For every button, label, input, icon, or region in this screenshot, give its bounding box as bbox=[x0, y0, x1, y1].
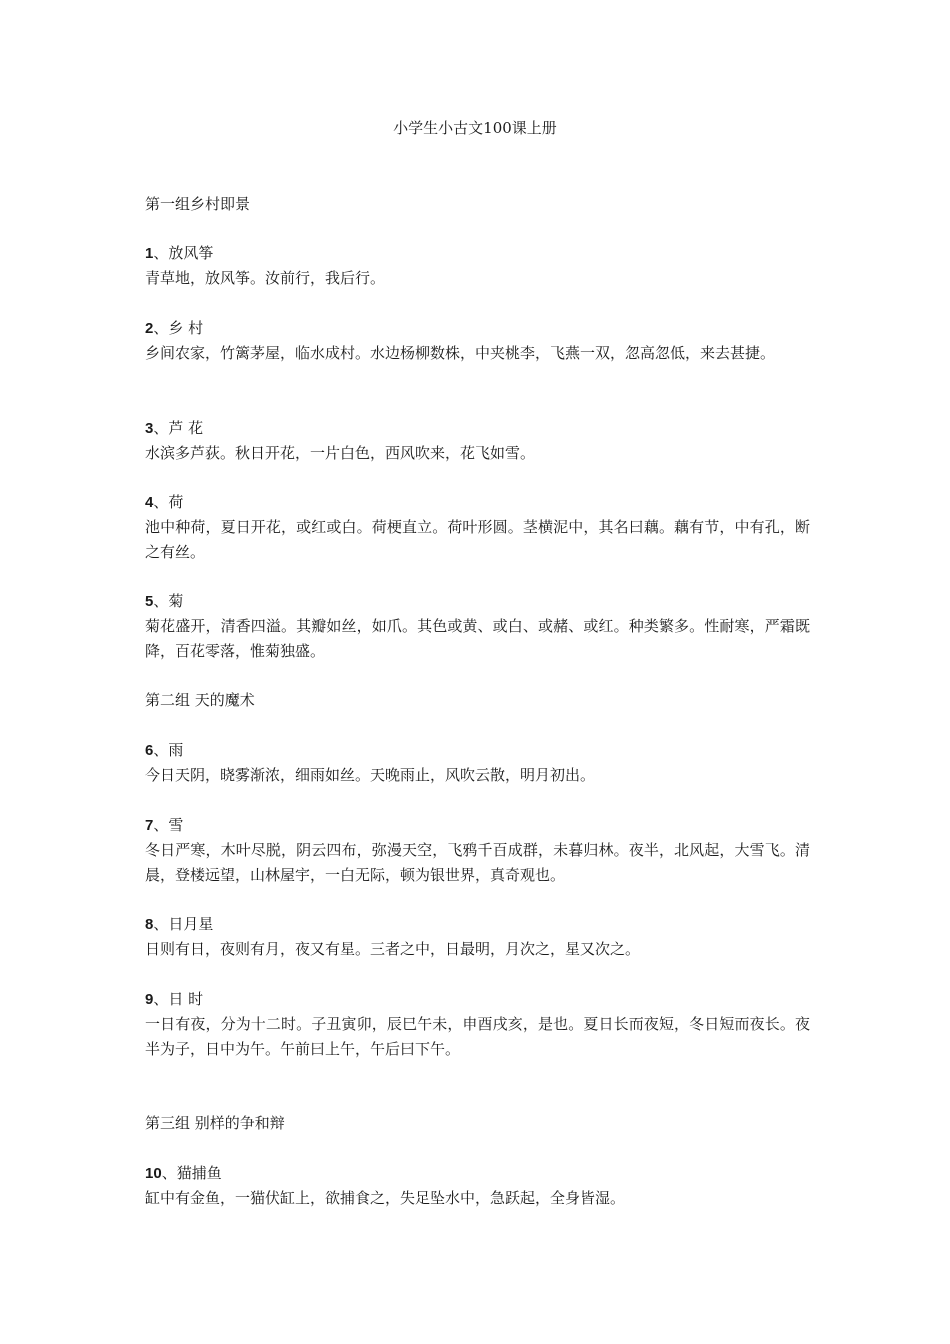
group-heading-2: 第二组 天的魔术 bbox=[145, 691, 255, 709]
lesson-1 bbox=[145, 241, 810, 291]
lesson-separator: 、 bbox=[153, 741, 169, 759]
lesson-number: 5 bbox=[145, 593, 154, 610]
lesson-separator: 、 bbox=[153, 990, 169, 1008]
lesson-text: 菊花盛开，清香四溢。其瓣如丝，如爪。其色或黄、或白、或赭、或红。种类繁多。性耐寒，严霜既降，百花零落，惟菊独盛。 bbox=[145, 617, 810, 660]
lesson-number: 3 bbox=[145, 420, 154, 437]
lesson-name: 猫捕鱼 bbox=[176, 1164, 222, 1182]
lesson-title bbox=[145, 738, 810, 763]
lesson-4 bbox=[145, 490, 810, 565]
lesson-separator: 、 bbox=[153, 493, 169, 511]
lesson-9 bbox=[145, 987, 810, 1062]
lesson-name: 荷 bbox=[168, 493, 184, 511]
lesson-title bbox=[145, 316, 810, 341]
lesson-number: 6 bbox=[145, 742, 154, 759]
lesson-10 bbox=[145, 1161, 810, 1211]
lesson-name: 雨 bbox=[168, 741, 184, 759]
lesson-separator: 、 bbox=[153, 592, 169, 610]
lesson-title bbox=[145, 490, 810, 515]
group-heading-3: 第三组 别样的争和辩 bbox=[145, 1114, 285, 1132]
lesson-number: 10 bbox=[145, 1165, 162, 1182]
lesson-text: 缸中有金鱼，一猫伏缸上，欲捕食之，失足坠水中，急跃起，全身皆湿。 bbox=[145, 1189, 626, 1207]
lesson-name: 日 时 bbox=[168, 990, 204, 1008]
lesson-name: 日月星 bbox=[168, 915, 214, 933]
lesson-title bbox=[145, 416, 810, 441]
lesson-number: 1 bbox=[145, 245, 154, 262]
lesson-text: 日则有日，夜则有月，夜又有星。三者之中，日最明，月次之，星又次之。 bbox=[145, 940, 641, 958]
lesson-title bbox=[145, 589, 810, 614]
lesson-separator: 、 bbox=[153, 816, 169, 834]
lesson-text: 水滨多芦荻。秋日开花，一片白色，西风吹来，花飞如雪。 bbox=[145, 444, 536, 462]
group-heading-1: 第一组乡村即景 bbox=[145, 195, 251, 213]
lesson-text: 池中种荷，夏日开花，或红或白。荷梗直立。荷叶形圆。茎横泥中，其名曰藕。藕有节，中有孔，断之有丝。 bbox=[145, 518, 810, 561]
lesson-5 bbox=[145, 589, 810, 664]
lesson-title bbox=[145, 1161, 810, 1186]
lesson-8 bbox=[145, 912, 810, 962]
lesson-3 bbox=[145, 416, 810, 466]
lesson-6 bbox=[145, 738, 810, 788]
lesson-text: 冬日严寒，木叶尽脱，阴云四布，弥漫天空，飞鸦千百成群，未暮归林。夜半，北风起，大雪飞。清晨，登楼远望，山林屋宇，一白无际，顿为银世界，真奇观也。 bbox=[145, 841, 810, 884]
lesson-title bbox=[145, 813, 810, 838]
lesson-number: 4 bbox=[145, 494, 154, 511]
lesson-text: 青草地，放风筝。汝前行，我后行。 bbox=[145, 269, 386, 287]
lesson-separator: 、 bbox=[153, 244, 169, 262]
lesson-separator: 、 bbox=[161, 1164, 177, 1182]
lesson-title bbox=[145, 912, 810, 937]
lesson-number: 2 bbox=[145, 320, 154, 337]
lesson-name: 菊 bbox=[168, 592, 184, 610]
lesson-2 bbox=[145, 316, 810, 366]
lesson-number: 7 bbox=[145, 817, 154, 834]
lesson-name: 芦 花 bbox=[168, 419, 204, 437]
lesson-name: 雪 bbox=[168, 816, 184, 834]
lesson-separator: 、 bbox=[153, 319, 169, 337]
lesson-text: 乡间农家，竹篱茅屋，临水成村。水边杨柳数株，中夹桃李，飞燕一双，忽高忽低，来去甚捷。 bbox=[145, 344, 776, 362]
lesson-name: 乡 村 bbox=[168, 319, 204, 337]
lesson-7 bbox=[145, 813, 810, 888]
lesson-number: 9 bbox=[145, 991, 154, 1008]
lesson-name: 放风筝 bbox=[168, 244, 214, 262]
lesson-title bbox=[145, 987, 810, 1012]
document-title: 小学生小古文100课上册 bbox=[393, 119, 557, 137]
lesson-separator: 、 bbox=[153, 419, 169, 437]
lesson-separator: 、 bbox=[153, 915, 169, 933]
lesson-number: 8 bbox=[145, 916, 154, 933]
lesson-text: 今日天阴，晓雾渐浓，细雨如丝。天晚雨止，风吹云散，明月初出。 bbox=[145, 766, 596, 784]
lesson-title bbox=[145, 241, 810, 266]
lesson-text: 一日有夜，分为十二时。子丑寅卯，辰巳午未，申酉戌亥，是也。夏日长而夜短，冬日短而夜长。夜半为子，日中为午。午前曰上午，午后曰下午。 bbox=[145, 1015, 810, 1058]
